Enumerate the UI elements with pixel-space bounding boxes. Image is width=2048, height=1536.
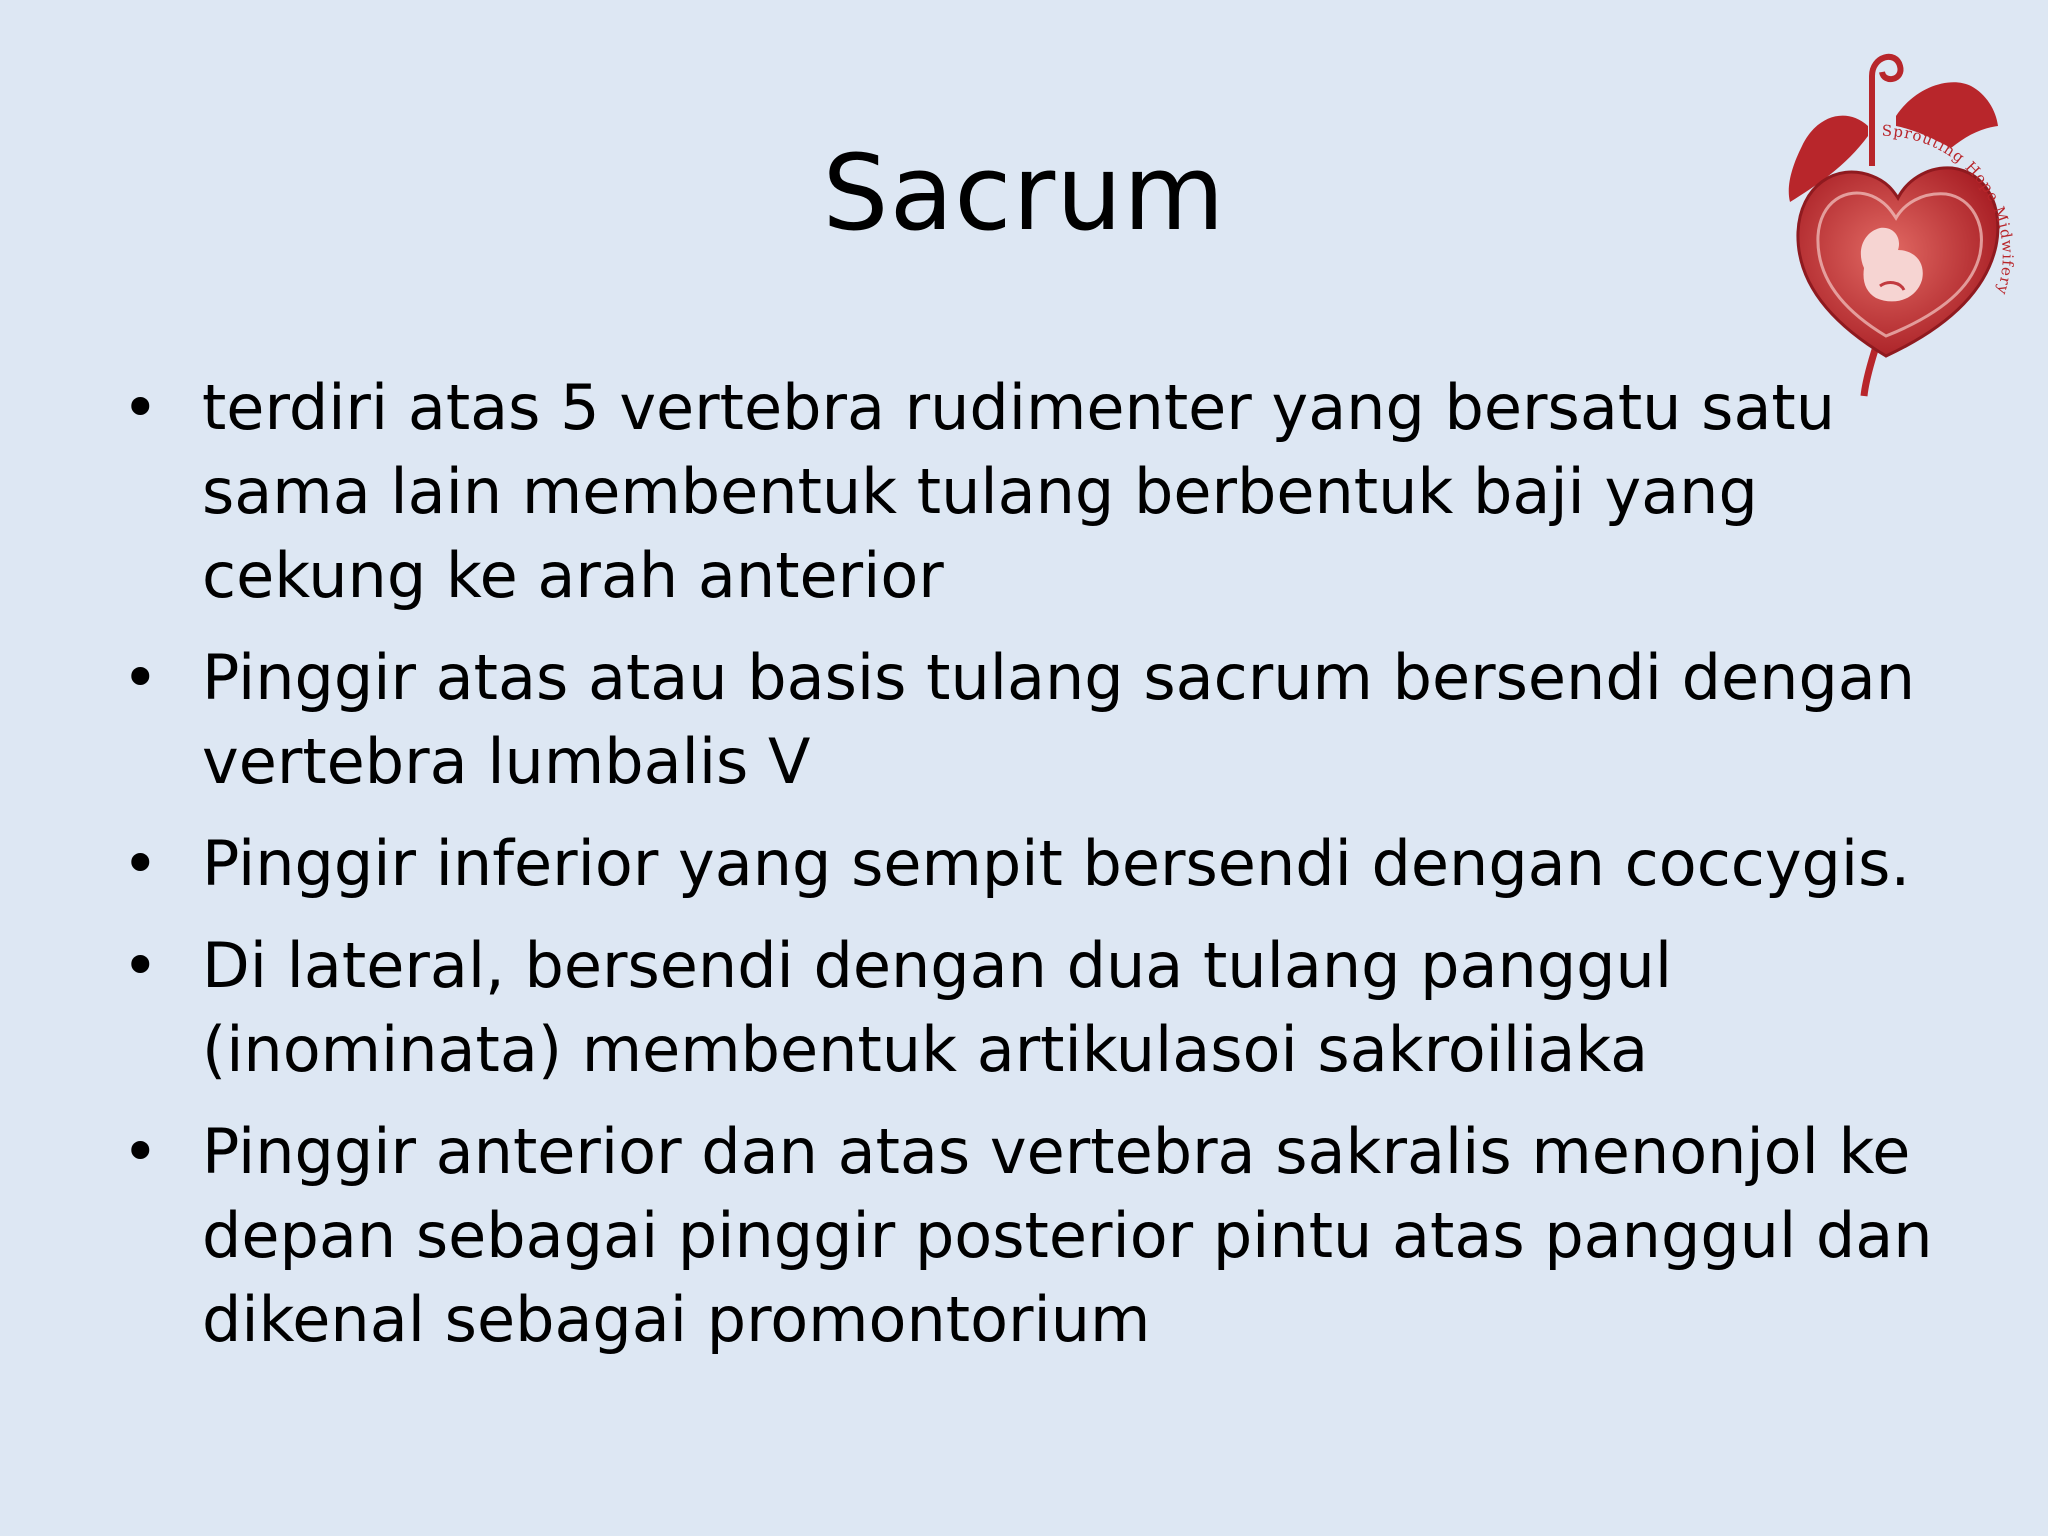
bullet-line: dikenal sebagai promontorium — [202, 1283, 1151, 1356]
bullet-dot: • — [122, 641, 159, 714]
bullet-line: Pinggir atas atau basis tulang sacrum bersendi dengan — [202, 641, 1916, 714]
bullet-item-2 — [118, 636, 1918, 804]
bullet-line: sama lain membentuk tulang berbentuk baji yang — [202, 455, 1758, 528]
slide-title: Sacrum — [822, 132, 1226, 254]
logo — [1776, 36, 2016, 408]
bullet-line: Di lateral, bersendi dengan dua tulang panggul — [202, 929, 1673, 1002]
sprouting-heart-logo-icon — [1776, 36, 2016, 408]
bullet-item-1 — [118, 366, 1918, 618]
bullet-line: (inominata) membentuk artikulasoi sakroiliaka — [202, 1013, 1649, 1086]
bullet-line: cekung ke arah anterior — [202, 539, 944, 612]
bullet-item-4 — [118, 924, 1918, 1092]
bullet-dot: • — [122, 1115, 159, 1188]
bullet-line: Pinggir anterior dan atas vertebra sakralis menonjol ke — [202, 1115, 1911, 1188]
bullet-line: depan sebagai pinggir posterior pintu atas panggul dan — [202, 1199, 1933, 1272]
bullet-dot: • — [122, 371, 159, 444]
bullet-line: Pinggir inferior yang sempit bersendi dengan coccygis. — [202, 827, 1911, 900]
bullet-item-3 — [118, 822, 1918, 906]
bullet-list — [118, 366, 1933, 1380]
bullet-dot: • — [122, 929, 159, 1002]
bullet-line: terdiri atas 5 vertebra rudimenter yang bersatu satu — [202, 371, 1836, 444]
bullet-line: vertebra lumbalis V — [202, 725, 811, 798]
bullet-item-5 — [118, 1110, 1933, 1362]
logo-text: Sprouting Hope Midwifery — [1881, 121, 2016, 298]
bullet-dot: • — [122, 827, 159, 900]
